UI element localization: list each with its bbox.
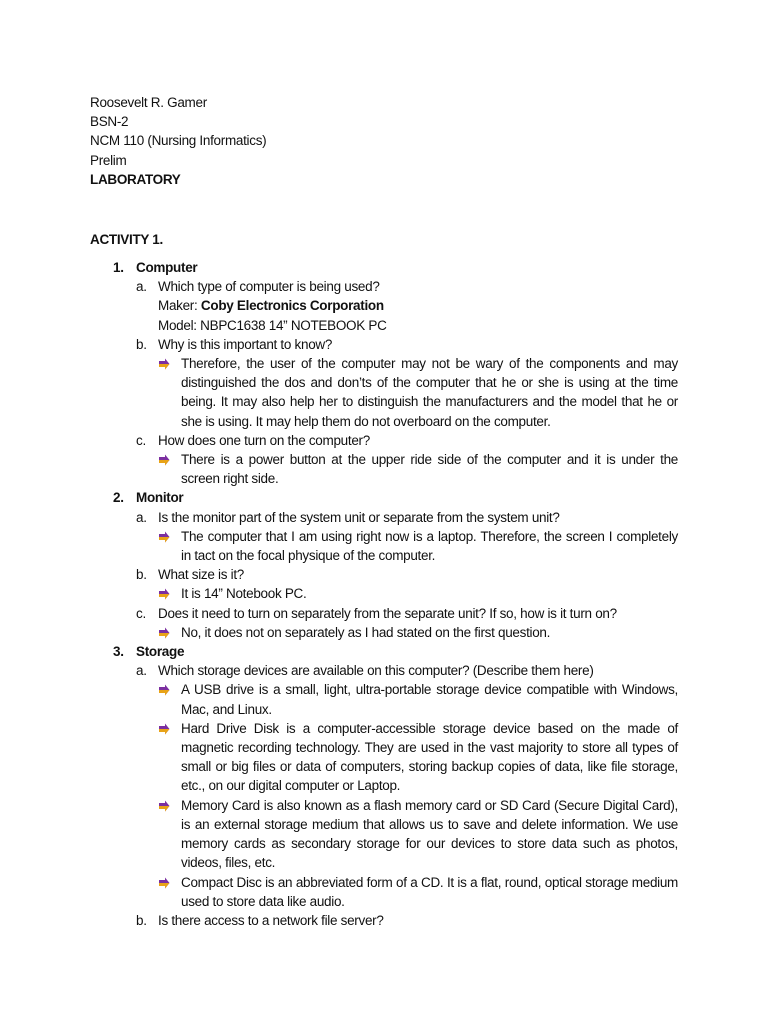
- answer-text: Hard Drive Disk is a computer-accessible storage device based on the made of magnetic recording technology. They are used in the vast majority to store all types of small or big files or data of computers, storing backup copies of data, like file storage, etc., on our digital computer or Laptop.: [181, 720, 678, 794]
- section-number: 2.: [113, 490, 124, 506]
- answer-text: A USB drive is a small, light, ultra-portable storage device compatible with Windows, Mac, and Linux.: [181, 682, 678, 717]
- answer-text: Memory Card is also known as a flash memory card or SD Card (Secure Digital Card), is an external storage medium that allows us to save and delete information. We use memory cards as secondary storage for our devices to store data such as photos, videos, files, etc.: [181, 797, 678, 871]
- answer-bullet: [0, 719, 678, 796]
- answer-bullet: [0, 873, 678, 911]
- question-text: Which storage devices are available on this computer? (Describe them here): [158, 663, 594, 679]
- question-line: [0, 911, 768, 930]
- answer-bullet: [0, 584, 678, 603]
- question-text: Is there access to a network file server?: [158, 912, 384, 928]
- question-text: Is the monitor part of the system unit or separate from the system unit?: [158, 509, 560, 525]
- question-letter: a.: [136, 509, 147, 525]
- answer-text: There is a power button at the upper ride side of the computer and it is under the screen right side.: [181, 452, 678, 487]
- question-text: Does it need to turn on separately from the separate unit? If so, how is it turn on?: [158, 605, 617, 621]
- question-text: Which type of computer is being used?: [158, 279, 380, 295]
- arrow-bullet-icon: [158, 723, 170, 735]
- section-monitor-title: [0, 488, 768, 507]
- answer-bullet: [0, 527, 678, 565]
- arrow-bullet-icon: [158, 800, 170, 812]
- arrow-bullet-icon: [158, 684, 170, 696]
- answer-bullet: [0, 450, 678, 488]
- arrow-bullet-icon: [158, 531, 170, 543]
- question-line: [0, 431, 768, 450]
- subject: NCM 110 (Nursing Informatics): [90, 133, 267, 149]
- course-year: BSN-2: [90, 114, 129, 130]
- header-block: [90, 93, 266, 189]
- question-text: How does one turn on the computer?: [158, 432, 370, 448]
- section-number: 3.: [113, 644, 124, 660]
- question-line: [0, 508, 768, 527]
- maker-label: Maker:: [158, 298, 201, 314]
- question-letter: b.: [136, 567, 147, 583]
- activity-content: [0, 258, 768, 930]
- term: Prelim: [90, 152, 127, 168]
- section-number: 1.: [113, 260, 124, 275]
- arrow-bullet-icon: [158, 588, 170, 600]
- question-letter: a.: [136, 663, 147, 679]
- activity-title: ACTIVITY 1.: [90, 232, 163, 247]
- section-title-text: Computer: [136, 260, 198, 275]
- section-computer-title: [0, 258, 768, 277]
- question-letter: b.: [136, 912, 147, 928]
- arrow-bullet-icon: [158, 627, 170, 639]
- model-line: Model: NBPC1638 14” NOTEBOOK PC: [158, 317, 387, 333]
- answer-text: It is 14” Notebook PC.: [181, 586, 307, 602]
- answer-text: The computer that I am using right now is a laptop. Therefore, the screen I completely in tact on the focal physique of the computer.: [181, 528, 678, 564]
- answer-text: Compact Disc is an abbreviated form of a CD. It is a flat, round, optical storage medium used to store data like audio.: [181, 874, 678, 909]
- student-name: Roosevelt R. Gamer: [90, 95, 207, 110]
- maker-value: Coby Electronics Corporation: [200, 298, 384, 314]
- question-line: [0, 604, 768, 623]
- arrow-bullet-icon: [158, 358, 170, 370]
- answer-bullet: [0, 680, 678, 718]
- question-letter: b.: [136, 336, 147, 352]
- question-letter: a.: [136, 279, 147, 295]
- question-text: What size is it?: [158, 567, 244, 583]
- answer-bullet: [0, 623, 678, 642]
- question-line: [0, 277, 768, 296]
- answer-text: No, it does not on separately as I had stated on the first question.: [181, 624, 551, 640]
- laboratory-label: LABORATORY: [90, 171, 181, 187]
- section-storage-title: [0, 642, 768, 661]
- section-title-text: Storage: [136, 644, 185, 660]
- answer-bullet: [0, 796, 678, 873]
- arrow-bullet-icon: [158, 877, 170, 889]
- section-title-text: Monitor: [136, 490, 184, 506]
- question-letter: c.: [136, 432, 146, 448]
- question-letter: c.: [136, 605, 146, 621]
- question-text: Why is this important to know?: [158, 336, 333, 352]
- answer-text: Therefore, the user of the computer may not be wary of the components and may distinguished the dos and don’ts of the computer that he or she is using at the time being. It may also help her to distinguish the manufacturers and the model that he or she is using. It may help them do not overboard on the computer.: [181, 356, 678, 429]
- arrow-bullet-icon: [158, 454, 170, 466]
- maker-line: [0, 296, 768, 315]
- question-line: [0, 335, 768, 354]
- question-line: [0, 565, 768, 584]
- answer-bullet: [0, 354, 678, 431]
- question-line: [0, 661, 768, 680]
